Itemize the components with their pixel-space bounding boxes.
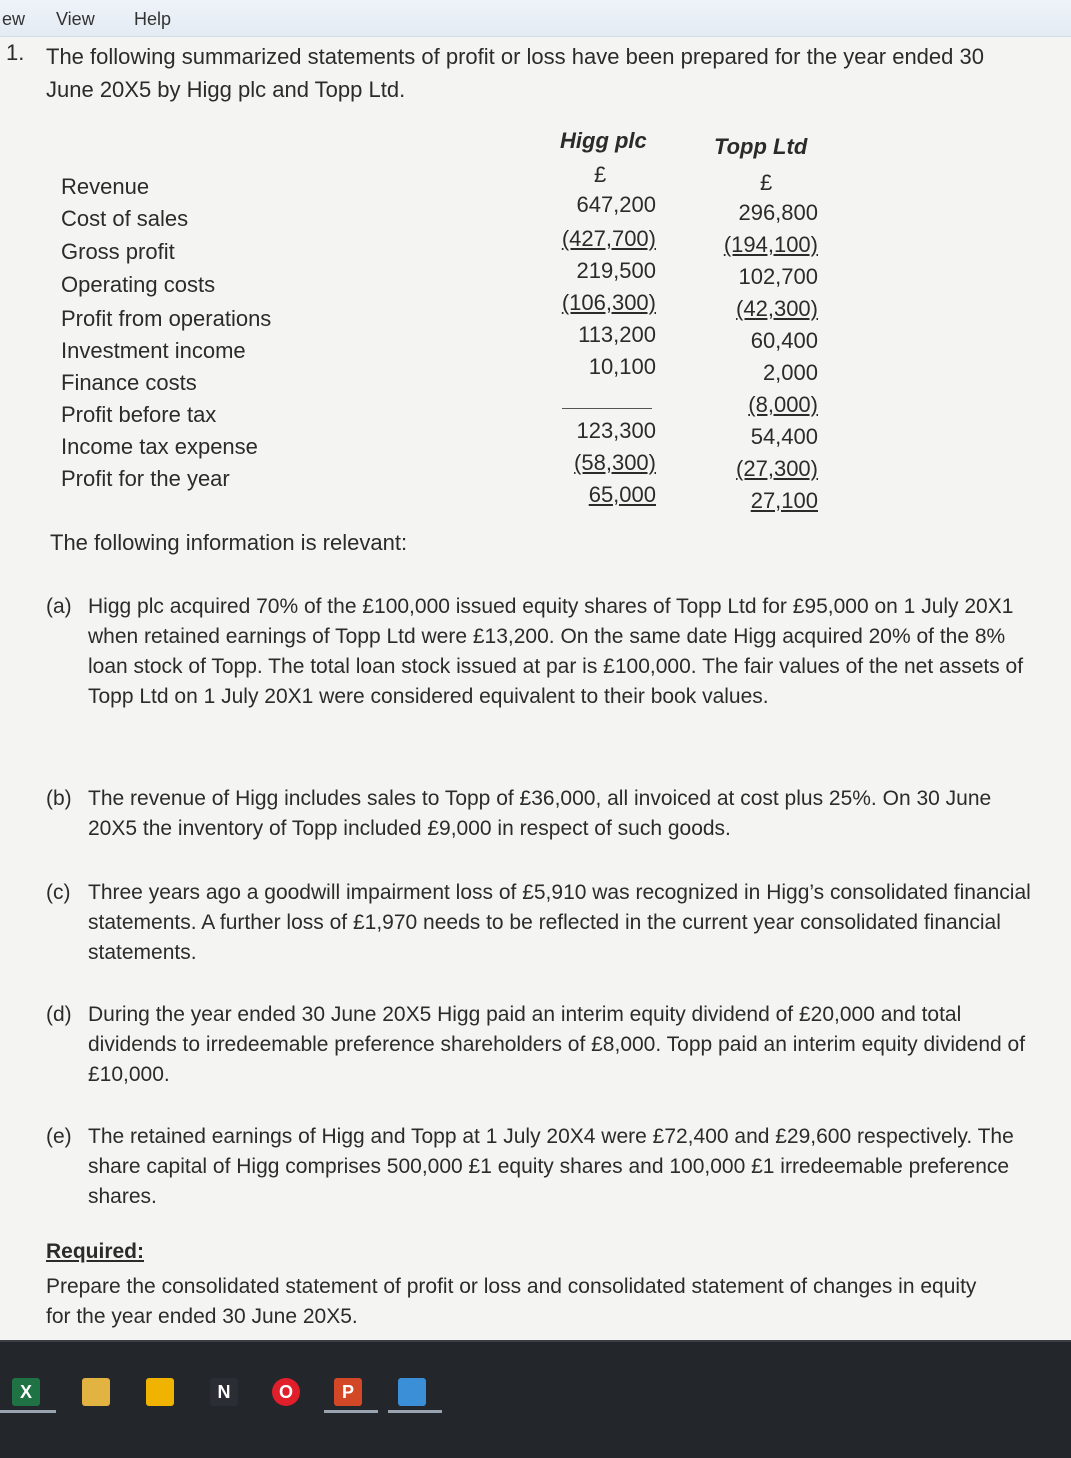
row-label: Profit before tax (61, 402, 217, 427)
column-header-topp: Topp Ltd (714, 134, 808, 159)
column-header-higg: Higg plc (560, 128, 647, 153)
excel-icon[interactable]: X (12, 1378, 40, 1406)
higg-value: 123,300 (576, 418, 656, 443)
topp-value: 27,100 (750, 488, 818, 513)
note-text: The retained earnings of Higg and Topp at 1 July 20X4 were £72,400 and £29,600 respectively. The share capital of Higg comprises 500,000 £1 equity shares and 100,000 £1 irredeemable preference shares. (88, 1125, 1014, 1208)
row-label: Finance costs (61, 370, 197, 395)
photos-icon[interactable] (398, 1378, 426, 1406)
note-label: (c) (46, 881, 71, 904)
taskbar-active-indicator (324, 1410, 378, 1413)
currency-higg: £ (594, 162, 607, 187)
higg-value: (106,300) (561, 290, 656, 315)
higg-value: 113,200 (578, 322, 656, 347)
note-text: During the year ended 30 June 20X5 Higg paid an interim equity dividend of £20,000 and total dividends to irredeemable preference shareholders of £8,000. Topp paid an interim equity dividend of £10,000. (88, 1003, 1026, 1086)
topp-value: 60,400 (750, 328, 818, 353)
note-b (46, 784, 1036, 844)
row-label: Profit from operations (61, 306, 272, 331)
onenote-icon[interactable]: N (210, 1378, 238, 1406)
row-label: Gross profit (61, 239, 175, 264)
topp-value: (8,000) (748, 392, 818, 417)
question-number: 1. (6, 40, 25, 65)
note-label: (a) (46, 595, 72, 618)
higg-value: 65,000 (588, 482, 656, 507)
topp-value: (194,100) (723, 232, 818, 257)
note-c (46, 878, 1036, 968)
menu-bar (0, 0, 1071, 37)
row-label: Income tax expense (61, 434, 258, 459)
file-explorer-icon[interactable] (82, 1378, 110, 1406)
topp-value: (42,300) (736, 296, 818, 321)
sticky-notes-icon[interactable] (146, 1378, 174, 1406)
note-label: (d) (46, 1003, 72, 1026)
note-label: (b) (46, 787, 72, 810)
question-text: The following summarized statements of profit or loss have been prepared for the year ended 30 June 20X5 by Higg plc and Topp Ltd. (46, 44, 984, 102)
row-label: Investment income (61, 338, 246, 363)
note-e (46, 1122, 1036, 1212)
note-label: (e) (46, 1125, 72, 1148)
higg-value: (58,300) (574, 450, 656, 475)
topp-value: 296,800 (738, 200, 818, 225)
required-text: Prepare the consolidated statement of profit or loss and consolidated statement of changes in equity for the year ended 30 June 20X5. (46, 1275, 977, 1328)
menu-item-help[interactable]: Help (134, 9, 172, 29)
currency-topp: £ (760, 170, 773, 195)
note-text: Three years ago a goodwill impairment loss of £5,910 was recognized in Higg’s consolidated financial statements. A further loss of £1,970 needs to be reflected in the current year consolidated financial statements. (88, 881, 1031, 964)
topp-value: 2,000 (762, 360, 818, 385)
note-d (46, 1000, 1036, 1090)
row-label: Revenue (61, 174, 150, 199)
menu-item-view-partial[interactable]: ew (2, 9, 26, 29)
document-page (0, 36, 1071, 1326)
higg-value: 219,500 (576, 258, 656, 283)
row-label: Cost of sales (61, 206, 189, 231)
note-a (46, 592, 1036, 712)
row-label: Profit for the year (61, 466, 230, 491)
taskbar (0, 1340, 1071, 1458)
row-label: Operating costs (61, 272, 216, 297)
taskbar-active-indicator (388, 1410, 442, 1413)
powerpoint-icon[interactable]: P (334, 1378, 362, 1406)
higg-finance-costs-dash (562, 408, 652, 409)
opera-icon[interactable]: O (272, 1378, 300, 1406)
menu-item-view[interactable]: View (56, 9, 95, 29)
higg-value: 647,200 (576, 192, 656, 217)
topp-value: 54,400 (750, 424, 818, 449)
note-text: Higg plc acquired 70% of the £100,000 issued equity shares of Topp Ltd for £95,000 on 1 July 20X1 when retained earnings of Topp Ltd were £13,200. On the same date Higg acquired 20% of the 8% loan stock of Topp. The total loan stock issued at par is £100,000. The fair values of the net assets of Topp Ltd on 1 July 20X1 were considered equivalent to their book values. (88, 595, 1024, 708)
taskbar-active-indicator (0, 1410, 56, 1413)
intro-text: The following information is relevant: (50, 530, 408, 555)
topp-value: (27,300) (736, 456, 818, 481)
required-title: Required: (46, 1240, 145, 1263)
topp-value: 102,700 (738, 264, 818, 289)
higg-value: 10,100 (588, 354, 656, 379)
note-text: The revenue of Higg includes sales to Topp of £36,000, all invoiced at cost plus 25%. On 30 June 20X5 the inventory of Topp included £9,000 in respect of such goods. (88, 787, 992, 840)
higg-value: (427,700) (561, 226, 656, 251)
